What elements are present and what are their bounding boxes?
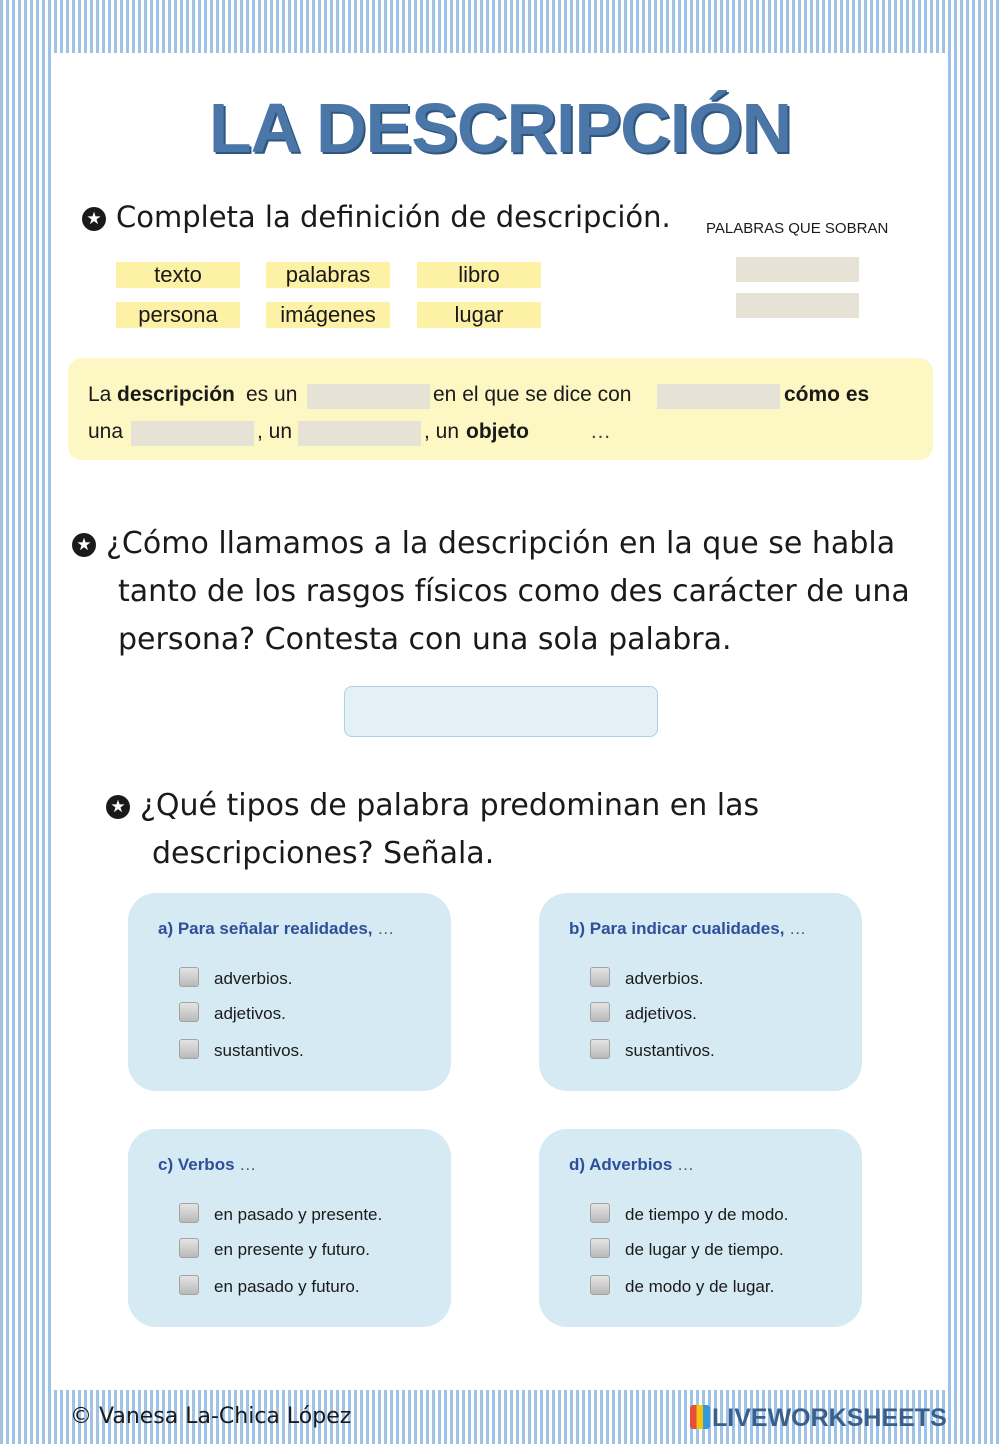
checkbox-icon[interactable] <box>590 1238 610 1258</box>
card-title: c) Verbos … <box>158 1155 257 1174</box>
option-card-b <box>539 893 862 1091</box>
option-row[interactable] <box>590 1002 697 1024</box>
card-title: a) Para señalar realidades, … <box>158 919 395 938</box>
word-chip-palabras[interactable]: palabras <box>266 262 390 288</box>
definition-text-bold: descripción <box>117 383 235 406</box>
option-card-d <box>539 1129 862 1327</box>
option-row[interactable] <box>179 1039 304 1061</box>
exercise2-line: persona? Contesta con una sola palabra. <box>118 622 732 657</box>
exercise3-line: ★ ¿Qué tipos de palabra predominan en las <box>106 782 759 830</box>
exercise3-line: descripciones? Señala. <box>152 836 495 871</box>
definition-ellipsis: … <box>590 420 611 443</box>
option-label: de modo y de lugar. <box>625 1277 775 1296</box>
checkbox-icon[interactable] <box>590 1039 610 1059</box>
exercise1-prompt-text: Completa la definición de descripción. <box>116 200 671 234</box>
word-chip-texto[interactable]: texto <box>116 262 240 288</box>
option-row[interactable] <box>590 967 703 989</box>
definition-text: una <box>88 420 124 443</box>
option-label: en pasado y futuro. <box>214 1277 360 1296</box>
option-row[interactable] <box>590 1275 774 1297</box>
card-title: d) Adverbios … <box>569 1155 695 1174</box>
option-label: adverbios. <box>214 969 293 988</box>
exercise2-line: ★ ¿Cómo llamamos a la descripción en la que se habla <box>72 520 910 568</box>
copyright-text: © Vanesa La-Chica López <box>70 1404 352 1429</box>
definition-text: en el que se dice con <box>433 383 632 406</box>
checkbox-icon[interactable] <box>590 1275 610 1295</box>
page-title: LA DESCRIPCIÓN <box>208 89 792 167</box>
definition-blank-1[interactable] <box>307 384 430 409</box>
option-card-c <box>128 1129 451 1327</box>
definition-blank-3[interactable] <box>131 421 254 446</box>
option-label: sustantivos. <box>214 1041 304 1060</box>
checkbox-icon[interactable] <box>179 1039 199 1059</box>
option-row[interactable] <box>179 1002 286 1024</box>
option-label: de lugar y de tiempo. <box>625 1240 784 1259</box>
star-bullet-icon: ★ <box>82 207 106 231</box>
option-label: adjetivos. <box>214 1004 286 1023</box>
definition-text-bold: cómo es <box>784 383 870 406</box>
exercise3-prompt <box>106 782 759 878</box>
brand-text: LIVEWORKSHEETS <box>712 1404 947 1432</box>
option-label: en pasado y presente. <box>214 1205 383 1224</box>
word-chip-imagenes[interactable]: imágenes <box>266 302 390 328</box>
option-row[interactable] <box>179 967 292 989</box>
definition-text: es un <box>246 383 298 406</box>
option-label: sustantivos. <box>625 1041 715 1060</box>
option-row[interactable] <box>590 1238 784 1260</box>
option-row[interactable] <box>179 1275 360 1297</box>
option-label: en presente y futuro. <box>214 1240 370 1259</box>
word-chip-persona[interactable]: persona <box>116 302 240 328</box>
definition-box <box>68 358 933 460</box>
definition-blank-2[interactable] <box>657 384 780 409</box>
star-bullet-icon: ★ <box>106 795 130 819</box>
liveworksheets-brand[interactable] <box>690 1404 947 1433</box>
exercise2-prompt <box>72 520 910 664</box>
liveworksheets-logo-icon <box>690 1405 710 1429</box>
definition-text: , un <box>257 420 293 443</box>
checkbox-icon[interactable] <box>590 967 610 987</box>
definition-text: , un <box>424 420 460 443</box>
answer-input[interactable] <box>344 686 658 737</box>
option-row[interactable] <box>590 1039 715 1061</box>
option-row[interactable] <box>179 1238 370 1260</box>
exercise2-line: tanto de los rasgos físicos como des carácter de una <box>118 574 910 609</box>
option-label: adverbios. <box>625 969 704 988</box>
option-label: de tiempo y de modo. <box>625 1205 789 1224</box>
exercise1-prompt <box>82 200 671 234</box>
star-bullet-icon: ★ <box>72 533 96 557</box>
option-row[interactable] <box>590 1203 788 1225</box>
checkbox-icon[interactable] <box>179 1203 199 1223</box>
option-card-a <box>128 893 451 1091</box>
option-row[interactable] <box>179 1203 382 1225</box>
checkbox-icon[interactable] <box>179 967 199 987</box>
spare-word-drop-2[interactable] <box>736 293 859 318</box>
word-chip-libro[interactable]: libro <box>417 262 541 288</box>
checkbox-icon[interactable] <box>179 1238 199 1258</box>
definition-text: La <box>88 383 112 406</box>
option-label: adjetivos. <box>625 1004 697 1023</box>
checkbox-icon[interactable] <box>179 1002 199 1022</box>
card-title: b) Para indicar cualidades, … <box>569 919 807 938</box>
checkbox-icon[interactable] <box>179 1275 199 1295</box>
spare-word-drop-1[interactable] <box>736 257 859 282</box>
definition-text-bold: objeto <box>466 420 529 443</box>
checkbox-icon[interactable] <box>590 1002 610 1022</box>
spare-words-label: PALABRAS QUE SOBRAN <box>706 220 889 237</box>
checkbox-icon[interactable] <box>590 1203 610 1223</box>
definition-blank-4[interactable] <box>298 421 421 446</box>
word-chip-lugar[interactable]: lugar <box>417 302 541 328</box>
